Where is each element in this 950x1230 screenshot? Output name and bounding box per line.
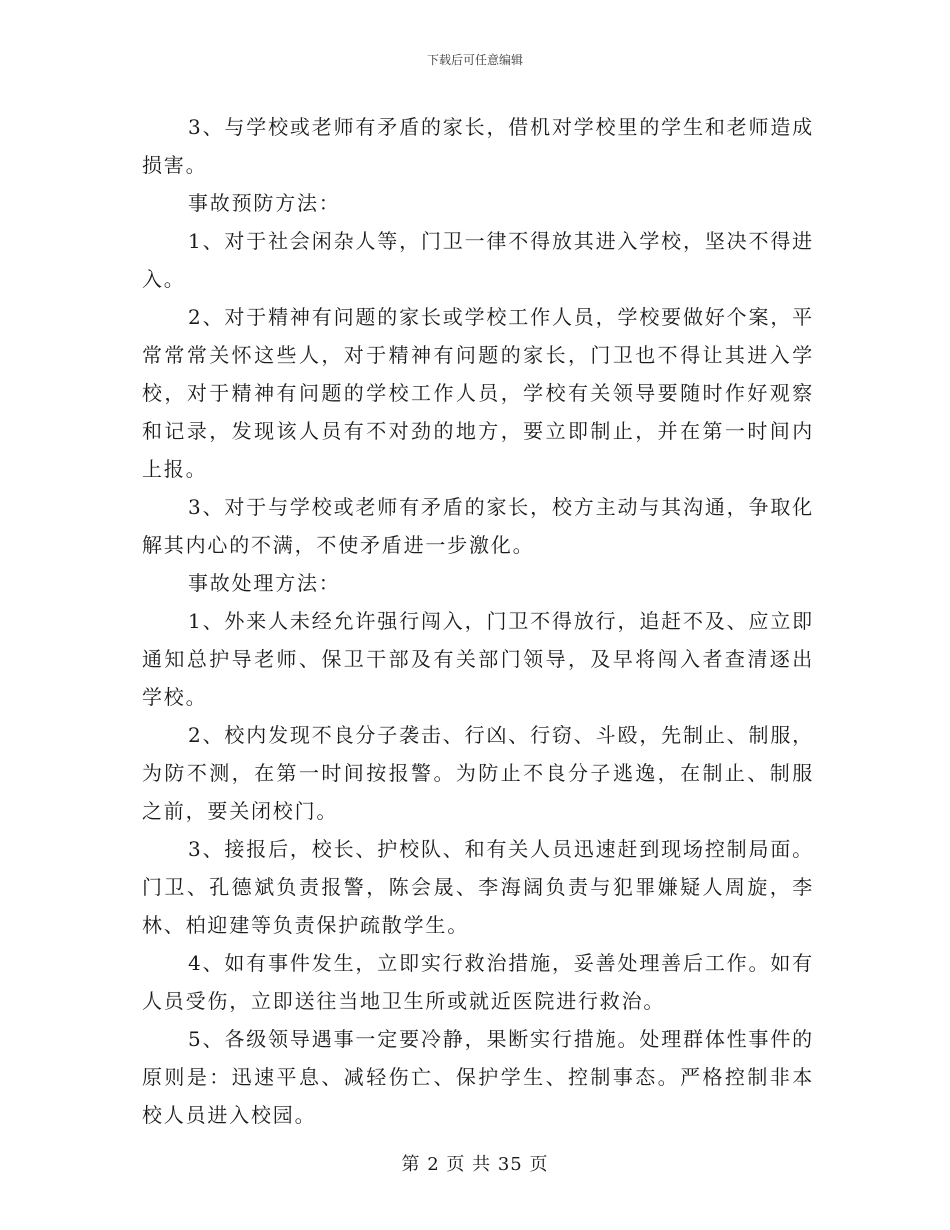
document-body [142,108,814,1134]
section-heading-handling: 事故处理方法： [188,571,341,595]
page-number: 第 2 页 共 35 页 [401,1154,549,1175]
paragraph: 1、对于社会闲杂人等，门卫一律不得放其进入学校，坚决不得进入。 [142,229,814,291]
section-heading-prevention: 事故预防方法： [188,191,341,215]
paragraph: 3、接报后，校长、护校队、和有关人员迅速赶到现场控制局面。门卫、孔德斌负责报警，陈会晟、李海阔负责与犯罪嫌疑人周旋，李林、柏迎建等负责保护疏散学生。 [142,837,814,937]
paragraph: 2、对于精神有问题的家长或学校工作人员，学校要做好个案，平常常常关怀这些人，对于精神有问题的家长，门卫也不得让其进入学校，对于精神有问题的学校工作人员，学校有关领导要随时作好观察和记录，发现该人员有不对劲的地方，要立即制止，并在第一时间内上报。 [142,305,814,481]
paragraph: 4、如有事件发生，立即实行救治措施，妥善处理善后工作。如有人员受伤，立即送往当地卫生所或就近医院进行救治。 [142,951,814,1013]
paragraph: 3、与学校或老师有矛盾的家长，借机对学校里的学生和老师造成损害。 [142,115,814,177]
paragraph: 3、对于与学校或老师有矛盾的家长，校方主动与其沟通，争取化解其内心的不满，不使矛盾进一步激化。 [142,495,814,557]
page-header-note: 下载后可任意编辑 [426,53,523,67]
paragraph: 1、外来人未经允许强行闯入，门卫不得放行，追赶不及、应立即通知总护导老师、保卫干部及有关部门领导，及早将闯入者查清逐出学校。 [142,609,814,709]
paragraph: 2、校内发现不良分子袭击、行凶、行窃、斗殴，先制止、制服，为防不测，在第一时间按报警。为防止不良分子逃逸，在制止、制服之前，要关闭校门。 [142,723,814,823]
paragraph: 5、各级领导遇事一定要冷静，果断实行措施。处理群体性事件的原则是：迅速平息、减轻伤亡、保护学生、控制事态。严格控制非本校人员进入校园。 [142,1027,814,1127]
